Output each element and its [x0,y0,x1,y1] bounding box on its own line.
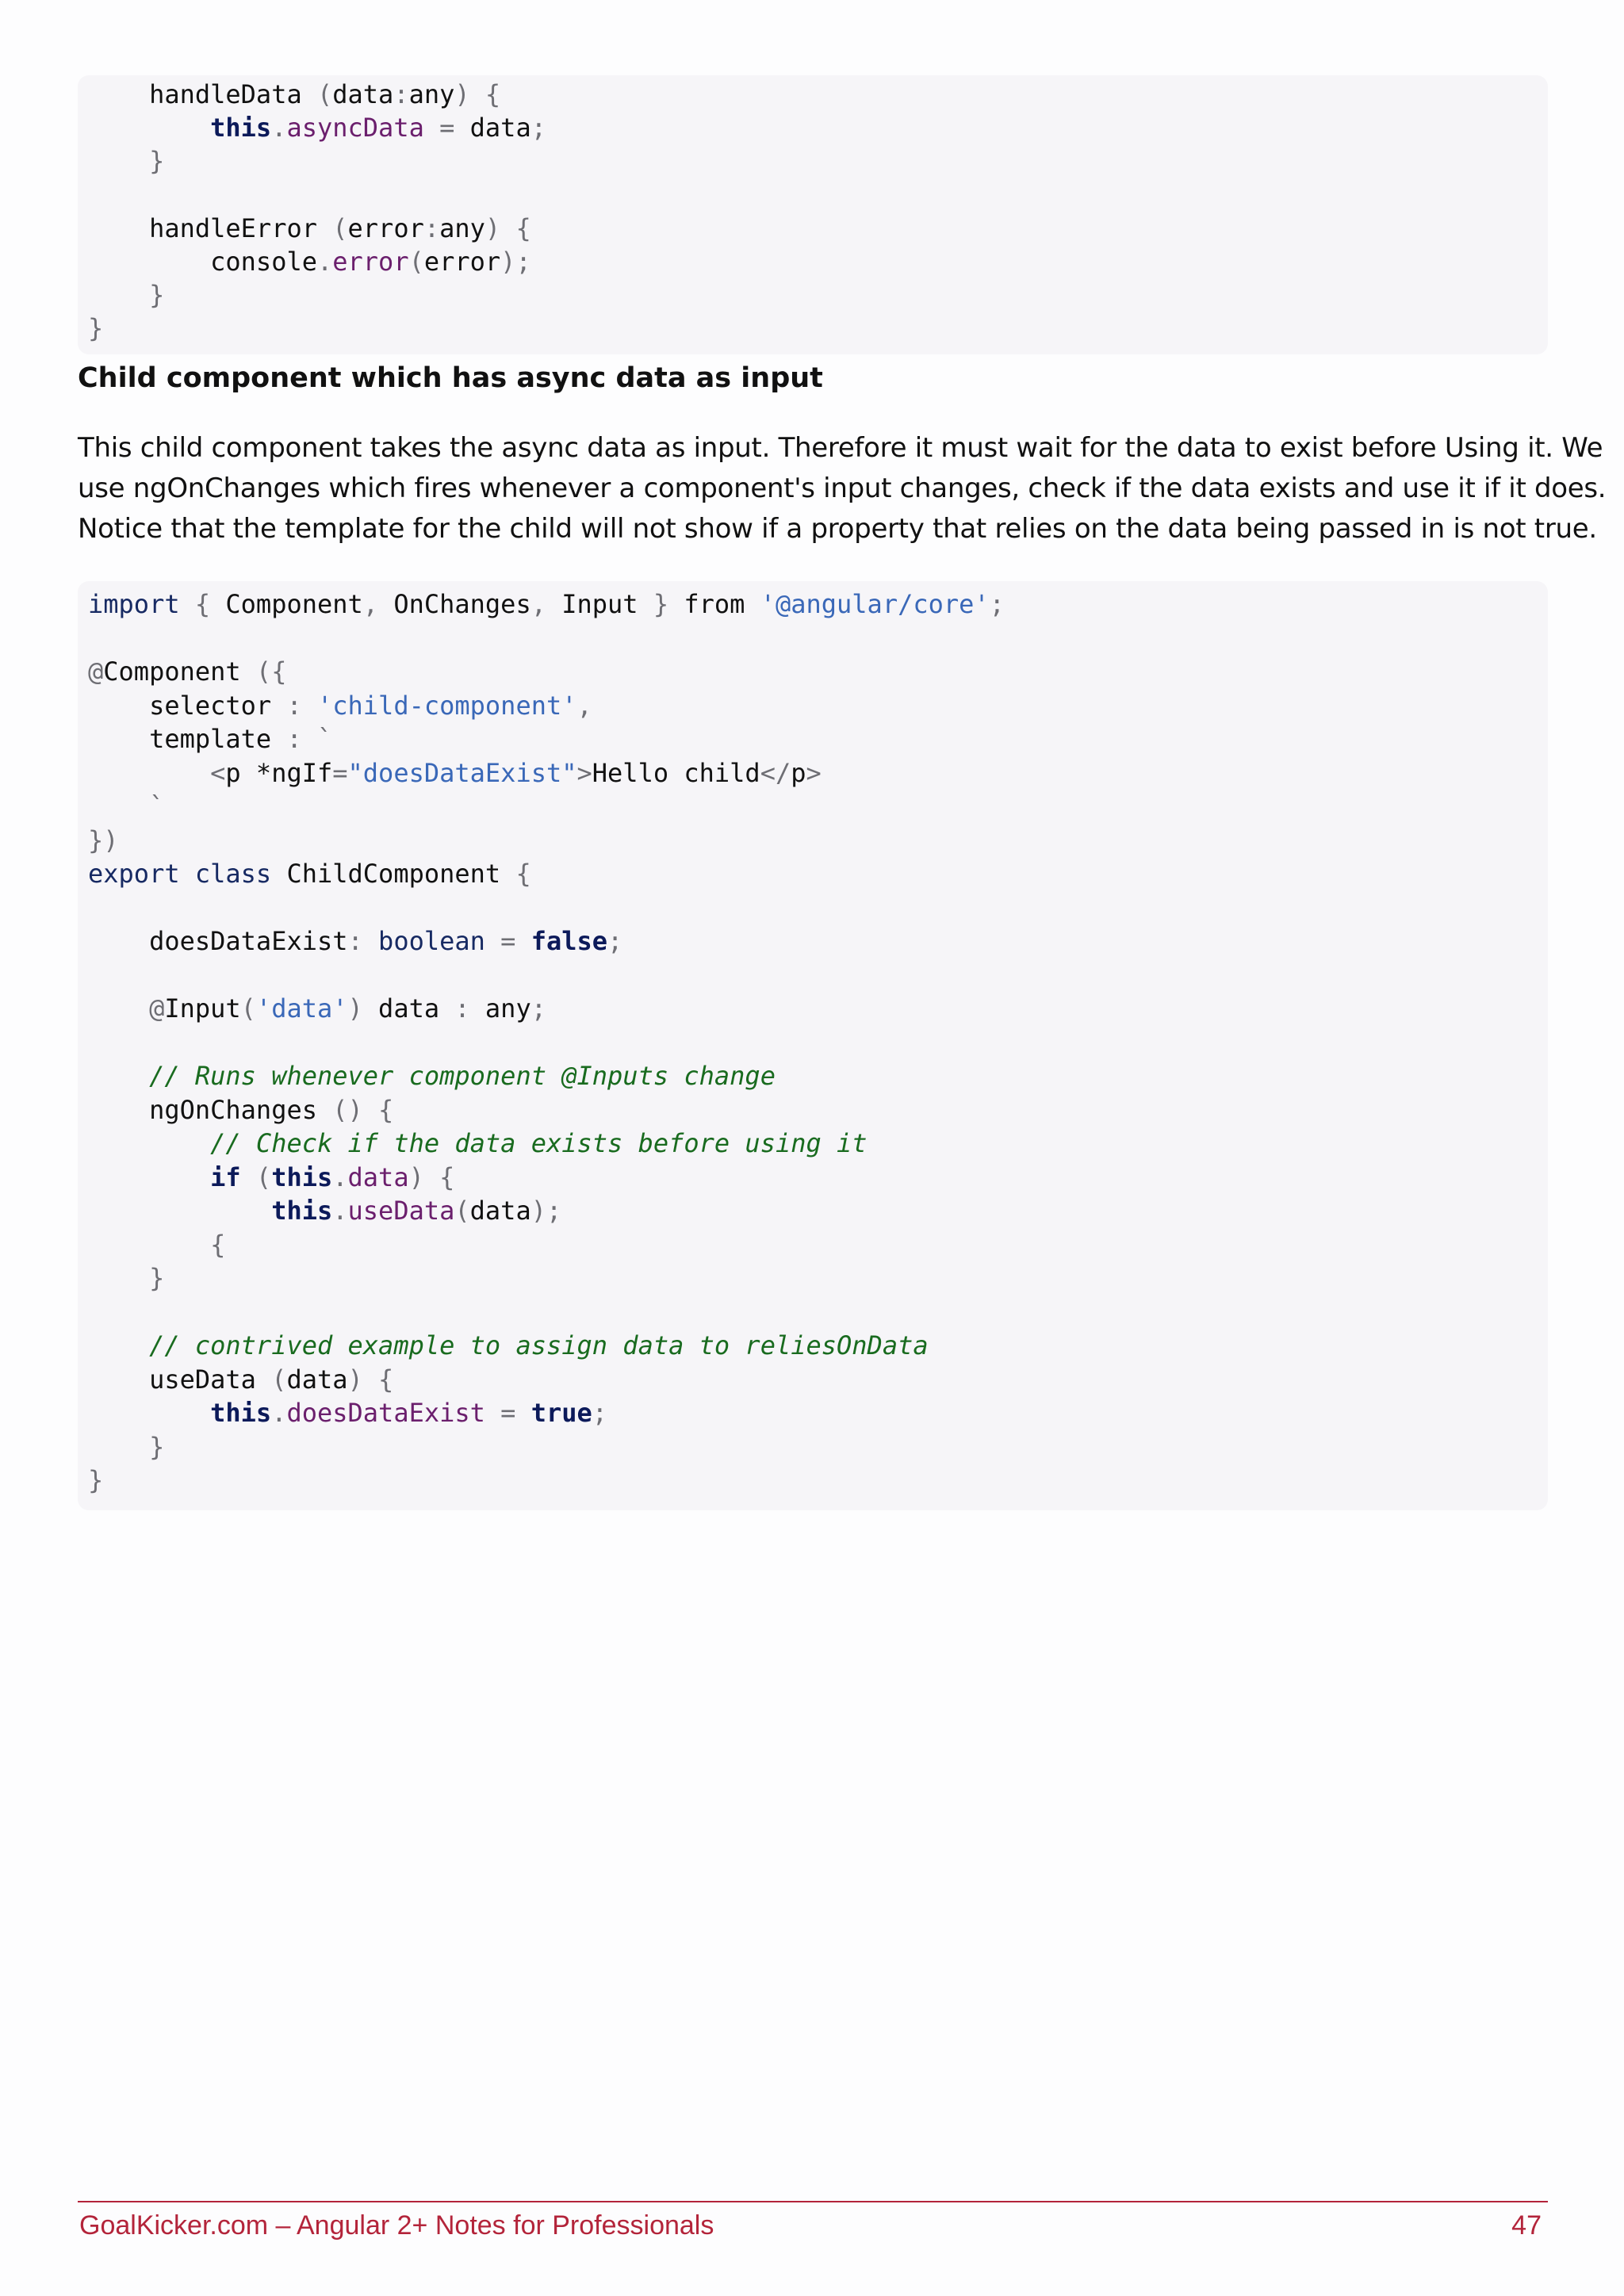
code-token: any [485,993,531,1024]
code-token: } [88,146,165,177]
code-line [88,756,1548,790]
code-line [88,1194,1548,1228]
code-token: } [638,589,684,619]
code-token: '@angular/core' [760,589,990,619]
code-line [88,992,1548,1026]
code-token: any [439,212,485,243]
code-token: : ` [286,724,333,754]
code-line [88,587,1548,622]
code-token: this [210,113,272,144]
footer-title: GoalKicker.com – Angular 2+ Notes for Professionals [79,2210,714,2241]
code-line [88,144,1548,178]
code-line [88,1295,1548,1330]
code-line [88,212,1548,245]
code-token: . [316,246,333,277]
code-token: template [88,724,287,754]
paragraph-line: This child component takes the async data as input. Therefore it must wait for the data to exist before Using it. We [78,432,1603,464]
code-token: < [88,757,226,788]
code-token: ({ [255,656,287,687]
code-line [88,1329,1548,1363]
code-token: "doesDataExist" [347,757,577,788]
code-token: : [286,690,317,721]
code-token [88,1398,210,1428]
code-token: ) { [485,212,531,243]
code-token: @ [88,656,104,687]
code-token: ; [530,993,546,1024]
code-token: error [347,212,424,243]
code-line [88,1228,1548,1262]
code-line [88,1161,1548,1195]
code-block-child-component [78,581,1548,1510]
code-token: = [423,113,470,144]
code-token: } [88,313,104,344]
code-token: error [332,246,409,277]
code-line [88,1464,1548,1498]
code-token: : [393,79,409,109]
code-token: doesDataExist [286,1398,485,1428]
code-token: }) [88,825,119,855]
code-token: console [88,246,317,277]
code-token: Component [225,589,363,619]
code-token: ) { [454,79,501,109]
code-token: OnChanges [393,589,531,619]
code-token: ( [271,1364,287,1395]
code-token: this [210,1398,272,1428]
code-token: Component [103,656,256,687]
code-token: handleData [88,79,317,109]
code-token: ` [88,791,165,821]
code-token: handleError [88,212,333,243]
code-token: = [485,926,531,956]
code-line [88,1026,1548,1060]
code-line [88,824,1548,858]
code-token: any [408,79,455,109]
code-token: ( [408,246,424,277]
code-line [88,924,1548,959]
code-token: import [88,589,180,619]
code-token: ; [607,926,623,956]
code-line [88,857,1548,891]
code-block-handlers [78,75,1548,354]
code-token: ( [240,993,256,1024]
code-token: } [88,1465,104,1495]
code-token: ( [316,79,333,109]
code-token [88,1196,271,1226]
code-token: , [362,589,394,619]
code-token: : [423,212,440,243]
code-token [88,113,210,143]
code-token: useData [88,1364,272,1395]
code-token: ) { [408,1161,455,1192]
code-line [88,1127,1548,1161]
code-token: data [469,1196,531,1226]
code-line [88,78,1548,111]
code-line [88,1430,1548,1464]
code-token: 'child-component' [316,690,577,721]
section-paragraph [78,428,1607,549]
code-token: p *ngIf [225,757,333,788]
code-token: { [515,859,531,889]
code-token: Input [164,993,241,1024]
code-token: @ [88,993,165,1024]
page-number: 47 [1511,2210,1542,2241]
code-token [88,1162,210,1192]
code-token: asyncData [286,113,424,144]
footer-divider [78,2201,1548,2202]
code-token: . [332,1196,348,1226]
code-line [88,689,1548,723]
code-token: = [485,1398,531,1428]
code-token: () { [332,1094,394,1125]
code-token: data [469,113,531,144]
code-token: : [454,993,485,1024]
code-token: = [332,757,348,788]
code-token: ; [989,589,1005,619]
code-token: </ [760,757,791,788]
code-token: this [271,1161,333,1192]
code-token: ( [240,1161,272,1192]
code-lines [88,581,1548,1498]
code-token: false [530,926,608,956]
code-token: data [286,1364,348,1395]
section-heading: Child component which has async data as input [78,362,823,394]
code-token: > [576,757,592,788]
code-token: // contrived example to assign data to reliesOnData [88,1330,929,1360]
code-token: ); [530,1196,562,1226]
code-token: if [210,1161,241,1192]
code-token: data [332,79,394,109]
code-token: Hello child [592,757,760,788]
code-token: // Runs whenever component @Inputs change [88,1061,776,1091]
code-line [88,891,1548,925]
code-token: { [179,589,226,619]
code-token: } [88,280,165,311]
code-token: error [423,246,501,277]
code-token: . [332,1161,348,1192]
code-token: : [347,926,379,956]
code-token: p [791,757,806,788]
code-token: ) [347,993,379,1024]
code-token: , [530,589,562,619]
code-token: selector [88,690,287,721]
code-line [88,245,1548,278]
code-line [88,278,1548,312]
paragraph-line: Notice that the template for the child will not show if a property that relies on the data being passed in is not true. [78,513,1597,545]
code-line [88,178,1548,212]
code-token: ChildComponent [286,859,516,889]
code-token: ; [592,1398,608,1428]
code-line [88,1363,1548,1397]
code-line [88,655,1548,689]
code-token: } [88,1431,165,1462]
code-token: // Check if the data exists before using it [88,1128,868,1158]
code-token: data [347,1161,409,1192]
code-token: true [530,1398,592,1428]
code-token: ) { [347,1364,394,1395]
code-token: > [806,757,822,788]
code-token: ; [530,113,546,144]
code-token: export class [88,859,287,889]
code-token: ngOnChanges [88,1094,333,1125]
code-line [88,1093,1548,1127]
code-token: Input [561,589,638,619]
code-lines [88,75,1548,346]
code-token: from [684,589,760,619]
code-line [88,622,1548,656]
code-line [88,312,1548,345]
code-line [88,1261,1548,1295]
code-token: this [271,1196,333,1226]
code-line [88,1396,1548,1430]
code-line [88,1059,1548,1093]
code-line [88,790,1548,824]
paragraph-line: use ngOnChanges which fires whenever a component's input changes, check if the data exists and use it if it does. [78,473,1607,504]
code-token: ( [332,212,348,243]
code-token: ( [454,1196,470,1226]
code-token: . [271,1398,287,1428]
code-token: , [576,690,592,721]
code-token: boolean [378,926,485,956]
code-line [88,111,1548,144]
code-token: doesDataExist [88,926,348,956]
code-token: ); [500,246,531,277]
code-token: useData [347,1196,455,1226]
code-token: } [88,1263,165,1293]
code-token: . [271,113,287,144]
code-line [88,959,1548,993]
code-line [88,722,1548,756]
code-token: data [378,993,455,1024]
code-token: { [88,1229,226,1260]
code-token: 'data' [255,993,348,1024]
